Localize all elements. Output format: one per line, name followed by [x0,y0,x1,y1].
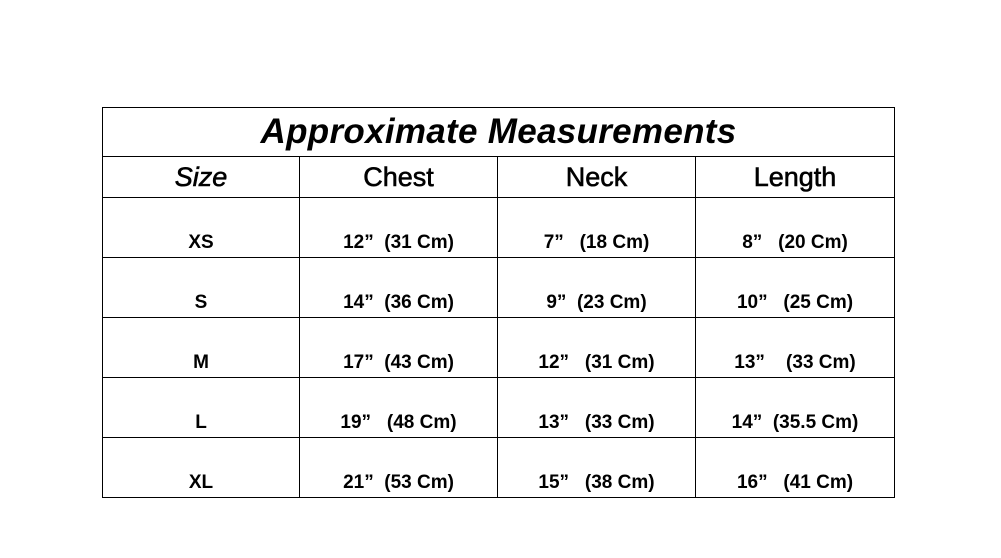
cell-length: 16” (41 Cm) [696,438,895,498]
header-chest: Chest [300,157,498,198]
cell-size: L [103,378,300,438]
cell-length: 10” (25 Cm) [696,258,895,318]
cell-size: XS [103,198,300,258]
cell-length: 8” (20 Cm) [696,198,895,258]
cell-neck: 13” (33 Cm) [498,378,696,438]
cell-chest: 17” (43 Cm) [300,318,498,378]
cell-chest: 12” (31 Cm) [300,198,498,258]
cell-size: XL [103,438,300,498]
cell-length: 14” (35.5 Cm) [696,378,895,438]
cell-chest: 19” (48 Cm) [300,378,498,438]
cell-size: S [103,258,300,318]
table-title: Approximate Measurements [103,108,895,157]
table-row [103,378,895,438]
cell-neck: 7” (18 Cm) [498,198,696,258]
header-length: Length [696,157,895,198]
cell-size: M [103,318,300,378]
table-row [103,438,895,498]
cell-chest: 21” (53 Cm) [300,438,498,498]
title-row [103,108,895,157]
table-row [103,198,895,258]
measurements-table [102,107,895,498]
table-row [103,258,895,318]
header-row [103,157,895,198]
cell-neck: 12” (31 Cm) [498,318,696,378]
cell-chest: 14” (36 Cm) [300,258,498,318]
header-neck: Neck [498,157,696,198]
cell-length: 13” (33 Cm) [696,318,895,378]
cell-neck: 15” (38 Cm) [498,438,696,498]
cell-neck: 9” (23 Cm) [498,258,696,318]
table-row [103,318,895,378]
header-size: Size [103,157,300,198]
